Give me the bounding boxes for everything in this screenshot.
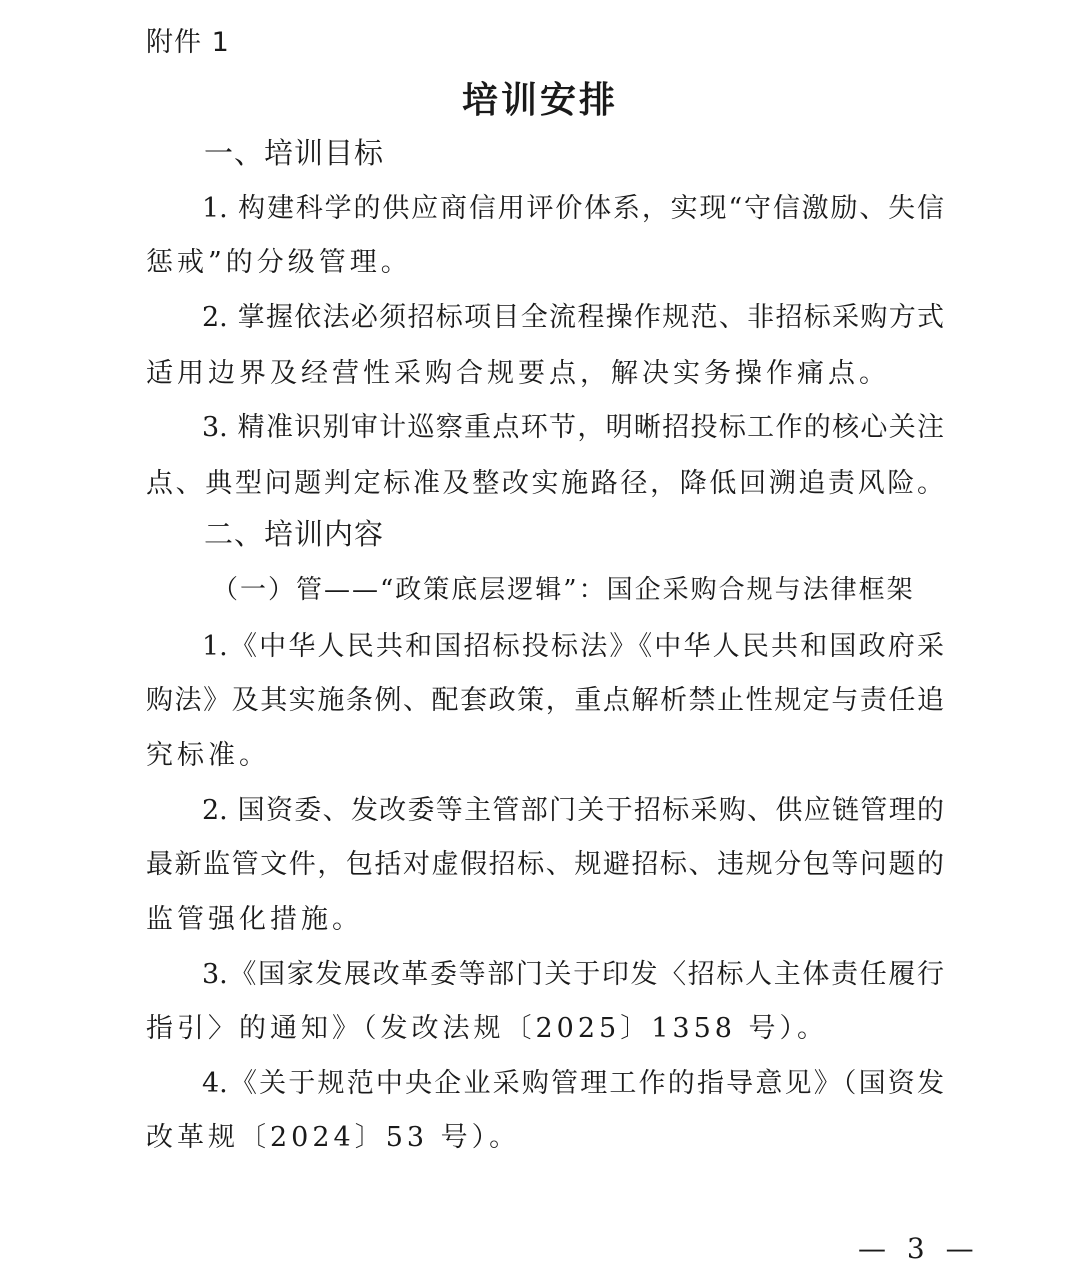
- content-4-line-1: 4.《关于规范中央企业采购管理工作的指导意见》（国资发: [202, 1068, 944, 1099]
- goal-1-line-2: 惩戒”的分级管理。: [146, 247, 412, 278]
- content-1-line-3: 究标准。: [146, 740, 270, 771]
- content-1-line-2: 购法》及其实施条例、配套政策，重点解析禁止性规定与责任追: [146, 685, 944, 716]
- goal-2-line-1: 2. 掌握依法必须招标项目全流程操作规范、非招标采购方式: [202, 302, 944, 333]
- document-title: 培训安排: [461, 80, 618, 121]
- subsection-heading-policy-logic: （一）管——“政策底层逻辑”：国企采购合规与法律框架: [212, 575, 915, 605]
- content-3-line-2: 指引〉的通知》（发改法规〔2025〕1358 号）。: [146, 1013, 829, 1044]
- content-3-line-1: 3.《国家发展改革委等部门关于印发〈招标人主体责任履行: [202, 959, 944, 990]
- section-heading-training-content: 二、培训内容: [204, 517, 385, 551]
- content-2-line-2: 最新监管文件，包括对虚假招标、规避招标、违规分包等问题的: [146, 849, 944, 880]
- attachment-label: 附件 1: [146, 27, 230, 58]
- content-2-line-3: 监管强化措施。: [146, 904, 363, 935]
- section-heading-training-goals: 一、培训目标: [204, 136, 385, 170]
- goal-3-line-2: 点、典型问题判定标准及整改实施路径，降低回溯追责风险。: [146, 468, 944, 499]
- content-1-line-1: 1.《中华人民共和国招标投标法》《中华人民共和国政府采: [202, 631, 944, 662]
- goal-2-line-2: 适用边界及经营性采购合规要点，解决实务操作痛点。: [146, 358, 890, 389]
- goal-1-line-1: 1. 构建科学的供应商信用评价体系，实现“守信激励、失信: [202, 193, 944, 224]
- content-2-line-1: 2. 国资委、发改委等主管部门关于招标采购、供应链管理的: [202, 795, 944, 826]
- goal-3-line-1: 3. 精准识别审计巡察重点环节，明晰招投标工作的核心关注: [202, 412, 944, 443]
- page-number: — 3 —: [858, 1232, 980, 1265]
- content-4-line-2: 改革规〔2024〕53 号）。: [146, 1122, 521, 1153]
